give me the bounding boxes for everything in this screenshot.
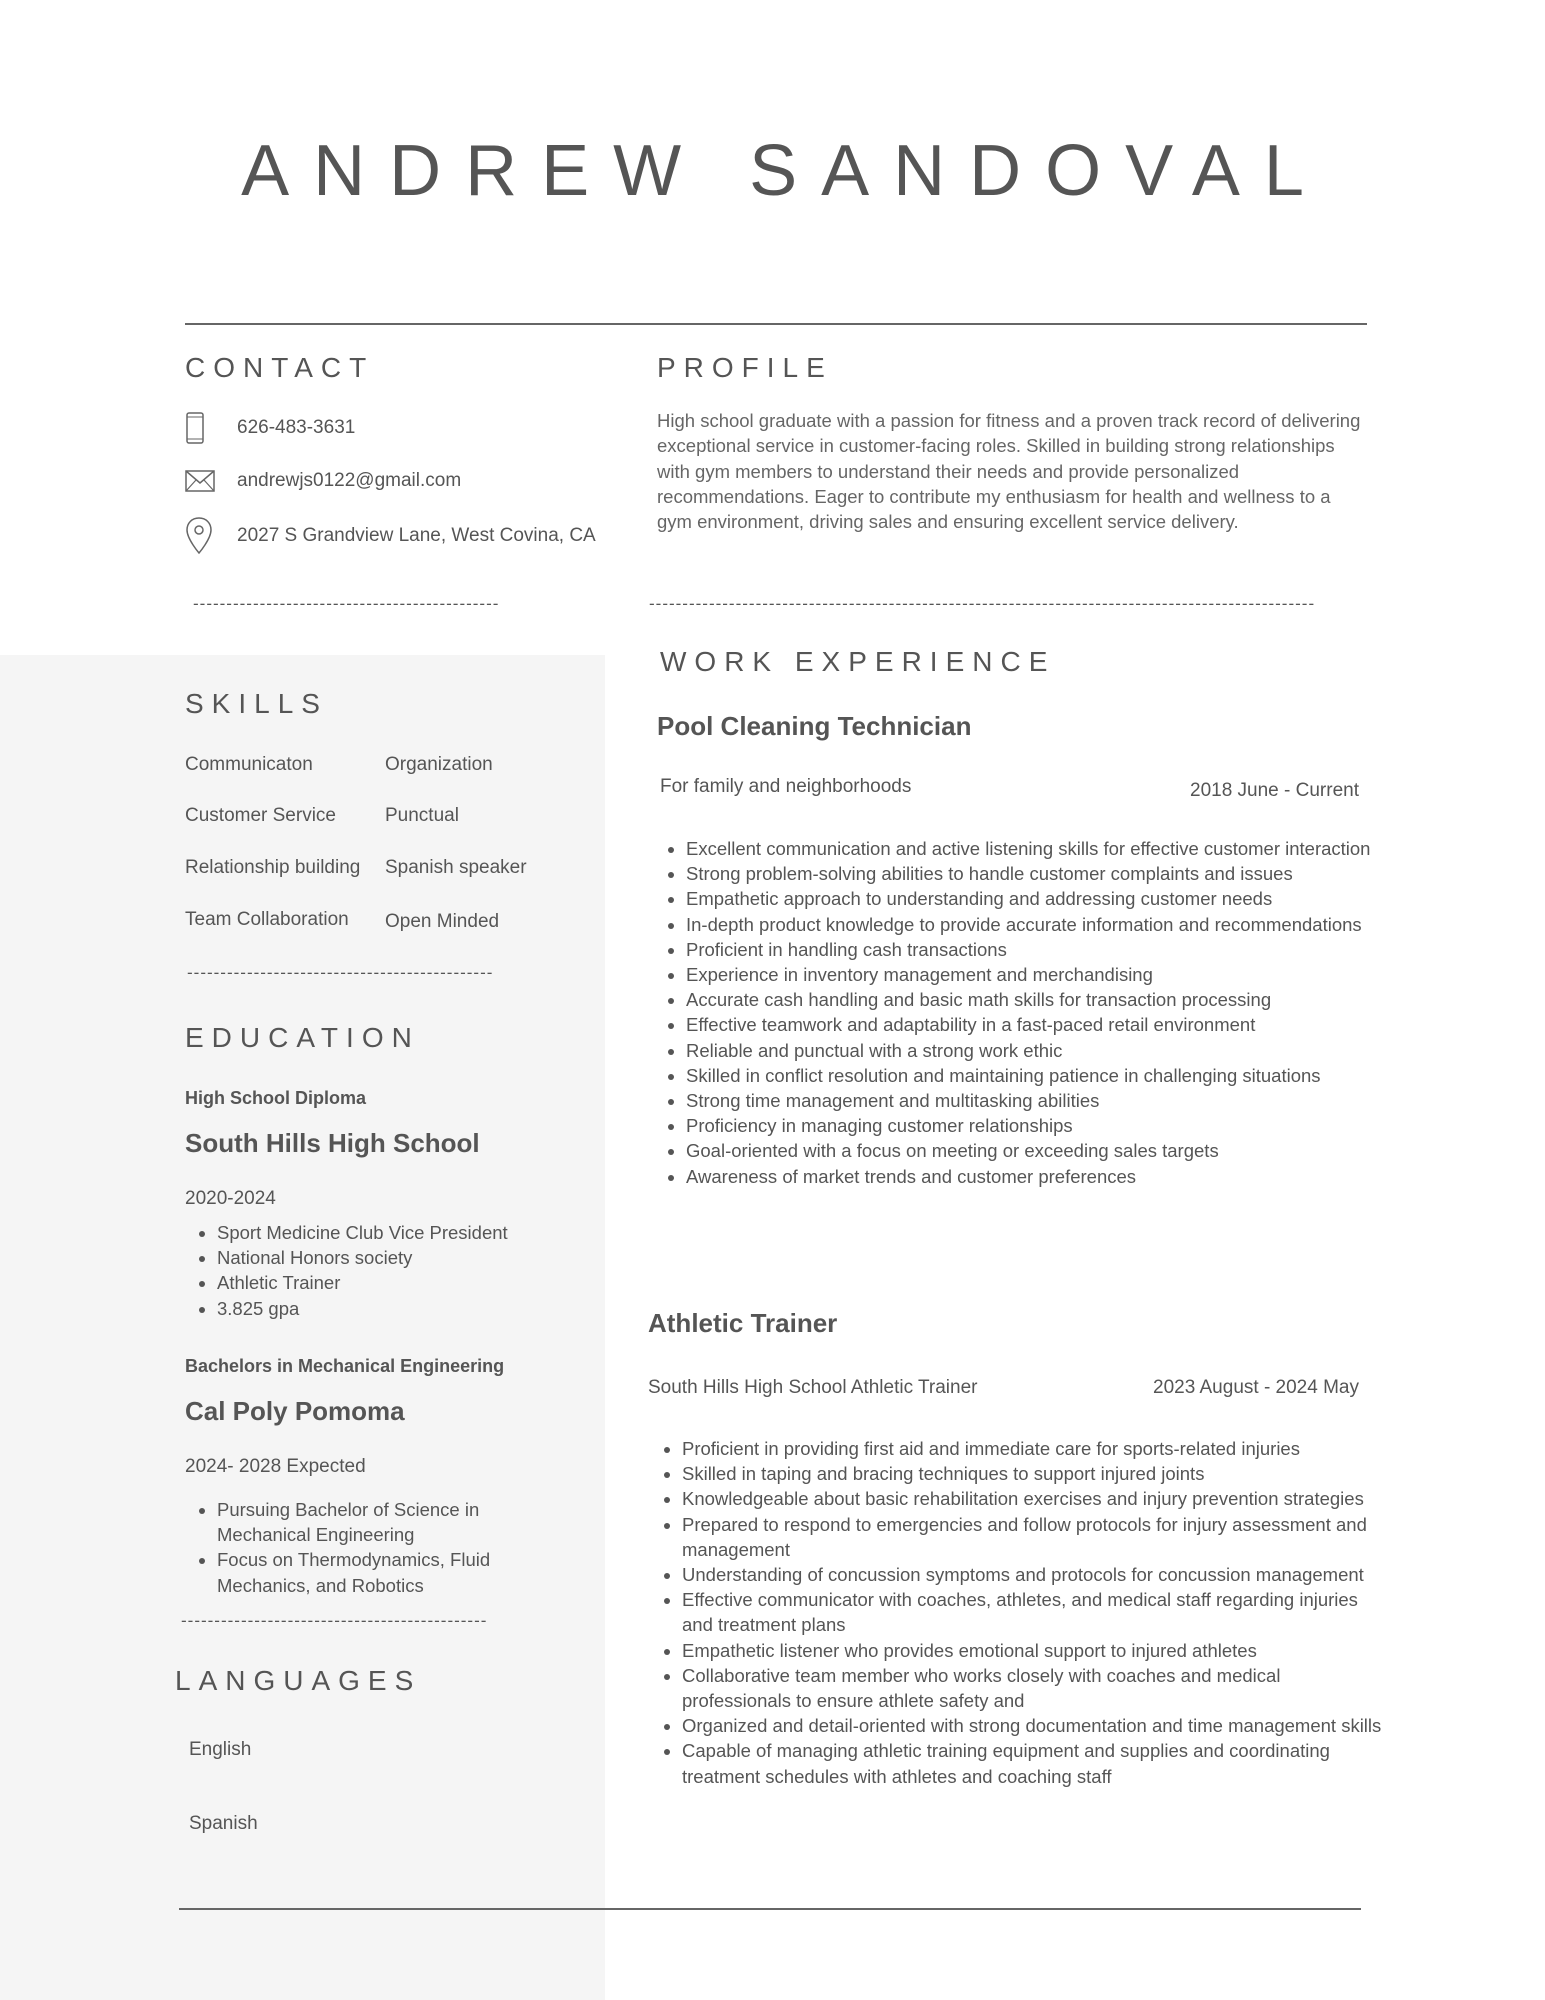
skill-item: Customer Service [185,805,336,826]
list-item: • Strong time management and multitasking abilities [686,1088,1386,1113]
profile-heading: PROFILE [657,352,833,383]
work-heading: WORK EXPERIENCE [660,646,1056,677]
edu-bullets [188,1220,597,1321]
edu-school: Cal Poly Pomoma [185,1396,405,1426]
list-item: • Skilled in conflict resolution and maintaining patience in challenging situations [686,1063,1386,1088]
list-item: • Proficient in providing first aid and immediate care for sports-related injuries [682,1436,1388,1461]
job-bullets [653,1436,1388,1789]
skill-item: Punctual [385,805,459,826]
list-item: • Proficient in handling cash transactions [686,937,1386,962]
job-bullets [657,836,1386,1189]
list-item: • In-depth product knowledge to provide accurate information and recommendations [686,912,1386,937]
edu-years: 2024- 2028 Expected [185,1456,366,1477]
list-item: • Organized and detail-oriented with strong documentation and time management skills [682,1713,1388,1738]
list-item: • Strong problem-solving abilities to handle customer complaints and issues [686,861,1386,886]
candidate-name: ANDREW SANDOVAL [241,131,1328,211]
list-item: • National Honors society [217,1245,597,1270]
job-dates: 2018 June - Current [1190,780,1359,801]
list-item: • Skilled in taping and bracing techniques to support injured joints [682,1461,1388,1486]
phone-icon [185,410,215,446]
list-item: • Prepared to respond to emergencies and follow protocols for injury assessment and management [682,1512,1388,1562]
list-item: • Sport Medicine Club Vice President [217,1220,597,1245]
list-item: • Proficiency in managing customer relationships [686,1113,1386,1138]
list-item: • Athletic Trainer [217,1270,597,1295]
contact-email [185,463,461,499]
list-item: • Understanding of concussion symptoms and protocols for concussion management [682,1562,1388,1587]
education-divider: ---------------------------------------------- [181,1611,488,1630]
skill-item: Relationship building [185,857,361,878]
skills-heading: SKILLS [185,688,328,719]
top-rule [185,323,1367,325]
education-heading: EDUCATION [185,1022,420,1053]
list-item: • Experience in inventory management and merchandising [686,962,1386,987]
edu-years: 2020-2024 [185,1188,276,1209]
language-item: English [189,1739,252,1760]
phone-text: 626-483-3631 [237,417,356,438]
job-subtitle: For family and neighborhoods [660,776,912,797]
list-item: • Empathetic approach to understanding and addressing customer needs [686,886,1386,911]
edu-degree: High School Diploma [185,1088,367,1108]
list-item: • 3.825 gpa [217,1296,597,1321]
list-item: • Accurate cash handling and basic math skills for transaction processing [686,987,1386,1012]
job-title: Athletic Trainer [648,1308,838,1338]
list-item: • Goal-oriented with a focus on meeting or exceeding sales targets [686,1138,1386,1163]
contact-divider: ---------------------------------------------- [193,594,500,613]
contact-heading: CONTACT [185,352,375,383]
list-item: • Reliable and punctual with a strong work ethic [686,1038,1386,1063]
list-item: • Effective teamwork and adaptability in a fast-paced retail environment [686,1012,1386,1037]
job-dates: 2023 August - 2024 May [1153,1377,1359,1398]
job-title: Pool Cleaning Technician [657,711,972,741]
list-item: • Knowledgeable about basic rehabilitation exercises and injury prevention strategies [682,1486,1388,1511]
list-item: • Awareness of market trends and customer preferences [686,1164,1386,1189]
job-subtitle: South Hills High School Athletic Trainer [648,1377,978,1398]
list-item: • Pursuing Bachelor of Science in Mechanical Engineering [217,1497,547,1547]
language-item: Spanish [189,1813,258,1834]
skill-item: Spanish speaker [385,857,527,878]
skill-item: Communicaton [185,754,313,775]
edu-bullets [188,1497,547,1598]
edu-school: South Hills High School [185,1128,480,1158]
list-item: • Excellent communication and active listening skills for effective customer interaction [686,836,1386,861]
list-item: • Capable of managing athletic training equipment and supplies and coordinating treatment schedules with athletes and coaching staff [682,1738,1388,1788]
profile-text: High school graduate with a passion for fitness and a proven track record of delivering exceptional service in customer-facing roles. Skilled in building strong relationships with gym members to understand their needs and provide personalized recommendations. Eager to contribute my enthusiasm for health and wellness to a gym environment, driving sales and ensuring excellent service delivery. [657,410,1361,533]
bottom-rule [179,1908,1361,1910]
email-text: andrewjs0122@gmail.com [237,470,462,491]
list-item: • Empathetic listener who provides emotional support to injured athletes [682,1638,1388,1663]
list-item: • Effective communicator with coaches, athletes, and medical staff regarding injuries and treatment plans [682,1587,1388,1637]
skill-item: Organization [385,754,493,775]
languages-heading: LANGUAGES [175,1665,422,1696]
contact-address [185,518,596,554]
contact-phone [185,410,355,446]
list-item: • Focus on Thermodynamics, Fluid Mechanics, and Robotics [217,1547,547,1597]
profile-divider: ---------------------------------------------------------------------------------------------------- [649,594,1316,613]
list-item: • Collaborative team member who works closely with coaches and medical professionals to ensure athlete safety and [682,1663,1388,1713]
skill-item: Open Minded [385,911,500,932]
edu-degree: Bachelors in Mechanical Engineering [185,1356,505,1376]
mail-icon [185,463,215,499]
location-pin-icon [185,518,215,554]
skills-divider: ---------------------------------------------- [187,963,494,982]
skill-item: Team Collaboration [185,909,349,930]
address-text: 2027 S Grandview Lane, West Covina, CA [237,525,596,546]
